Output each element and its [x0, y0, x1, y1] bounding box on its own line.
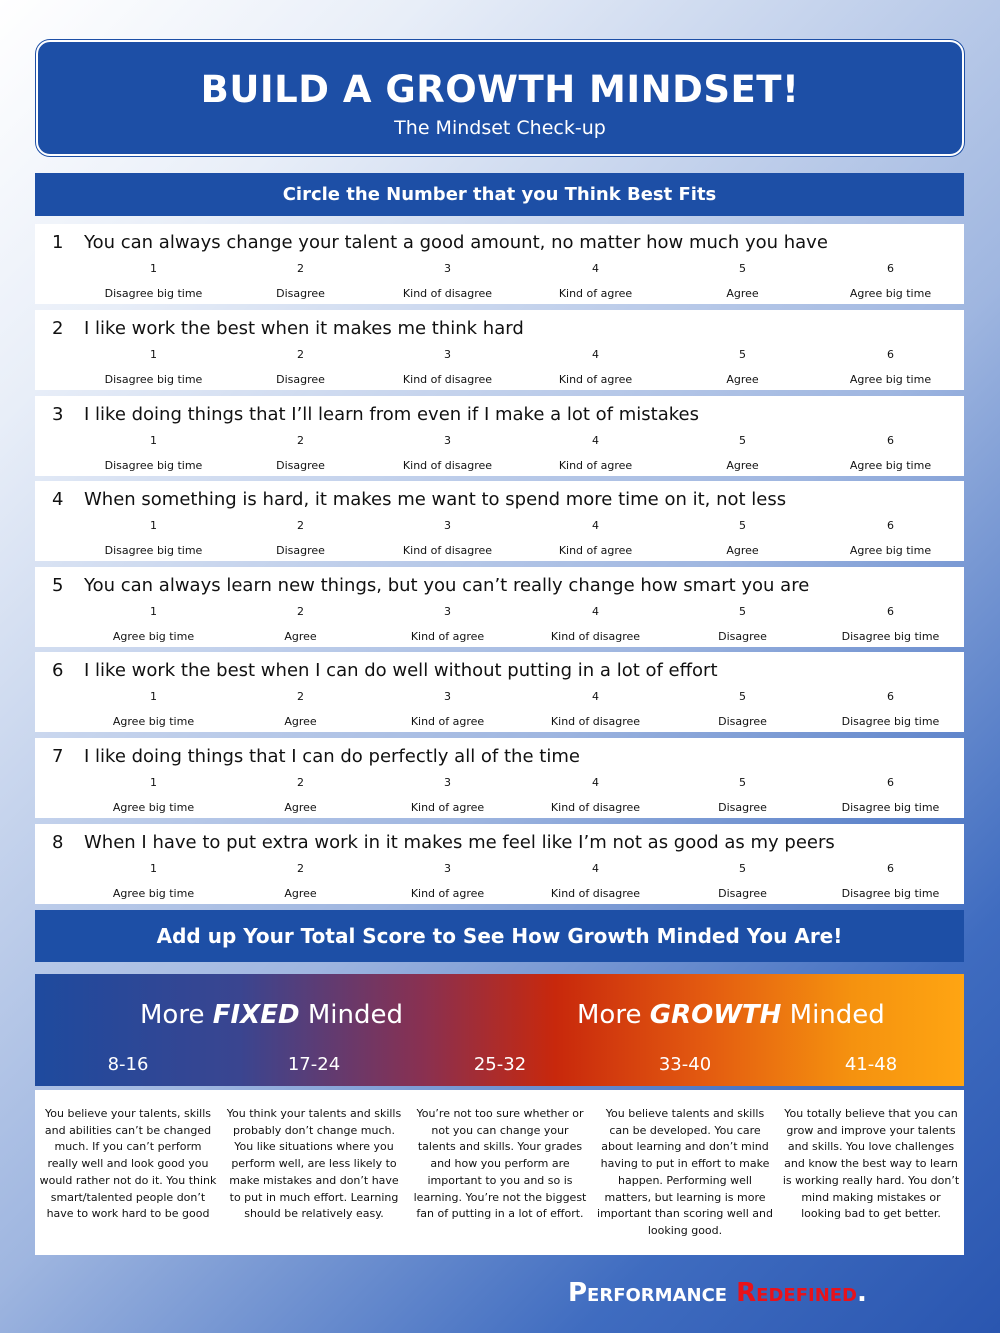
score-range: 17-24 [287, 1054, 341, 1075]
rating-number[interactable]: 1 [150, 348, 157, 361]
rating-label: Kind of agree [558, 544, 633, 557]
rating-number[interactable]: 3 [444, 690, 451, 703]
rating-label: Kind of disagree [550, 887, 641, 900]
description-41-48: You totally believe that you can grow and improve your talents and skills. You love challenges and know the best way to learn is working really hard. You don’t mind making mistakes or looking bad to get better. [782, 1107, 960, 1221]
rating-number[interactable]: 5 [739, 519, 746, 532]
rating-number[interactable]: 6 [887, 690, 894, 703]
rating-number[interactable]: 3 [444, 862, 451, 875]
rating-label: Kind of agree [410, 801, 485, 814]
rating-label: Kind of disagree [550, 630, 641, 643]
fixed-pre: More [140, 1000, 205, 1030]
rating-label: Disagree [718, 887, 767, 900]
question-item [35, 224, 964, 304]
footer-logo [568, 1278, 867, 1308]
rating-number[interactable]: 2 [297, 348, 304, 361]
header-banner [36, 40, 964, 156]
growth-minded-label [577, 1000, 885, 1030]
question-number: 2 [52, 318, 64, 339]
rating-label: Kind of disagree [402, 373, 493, 386]
growth-pre: More [577, 1000, 642, 1030]
rating-number[interactable]: 5 [739, 776, 746, 789]
rating-label: Agree [284, 887, 317, 900]
rating-number[interactable]: 3 [444, 262, 451, 275]
rating-label: Agree [726, 373, 759, 386]
description-17-24: You think your talents and skills probably don’t change much. You like situations where you perform well, are less likely to make mistakes and don’t have to put in much effort. Learning should be relatively easy. [226, 1107, 402, 1221]
question-text: When something is hard, it makes me want to spend more time on it, not less [84, 489, 787, 510]
rating-label: Kind of agree [410, 715, 485, 728]
rating-label: Agree big time [112, 887, 195, 900]
rating-label: Disagree big time [841, 887, 940, 900]
question-text: I like work the best when it makes me think hard [84, 318, 524, 339]
footer-performance: Performance [568, 1278, 737, 1308]
question-text: You can always change your talent a good amount, no matter how much you have [84, 232, 828, 253]
footer-redefined: Redefined [736, 1278, 857, 1308]
rating-number[interactable]: 4 [592, 690, 599, 703]
rating-number[interactable]: 3 [444, 434, 451, 447]
rating-label: Kind of disagree [402, 287, 493, 300]
rating-label: Kind of disagree [550, 715, 641, 728]
score-range: 25-32 [473, 1054, 527, 1075]
rating-label: Agree big time [112, 715, 195, 728]
rating-label: Kind of disagree [402, 459, 493, 472]
rating-number[interactable]: 5 [739, 262, 746, 275]
question-item [35, 567, 964, 647]
rating-label: Kind of disagree [550, 801, 641, 814]
score-range: 8-16 [107, 1054, 149, 1075]
rating-label: Disagree [276, 459, 325, 472]
rating-label: Agree big time [112, 801, 195, 814]
rating-label: Agree big time [849, 287, 932, 300]
page-title: BUILD A GROWTH MINDSET! [200, 68, 800, 111]
question-item [35, 652, 964, 732]
rating-number[interactable]: 3 [444, 776, 451, 789]
rating-number[interactable]: 1 [150, 434, 157, 447]
rating-label: Kind of agree [558, 459, 633, 472]
rating-number[interactable]: 6 [887, 605, 894, 618]
rating-label: Agree big time [849, 459, 932, 472]
question-text: I like doing things that I can do perfectly all of the time [84, 746, 580, 767]
rating-label: Agree [726, 287, 759, 300]
question-item [35, 396, 964, 476]
rating-number[interactable]: 6 [887, 262, 894, 275]
description-8-16: You believe your talents, skills and abilities can’t be changed much. If you can’t perform really well and look good you would rather not do it. You think smart/talented people don’t have to work hard to be good [39, 1107, 217, 1221]
question-number: 5 [52, 575, 64, 596]
rating-number[interactable]: 5 [739, 605, 746, 618]
rating-number[interactable]: 2 [297, 262, 304, 275]
rating-label: Kind of agree [410, 887, 485, 900]
fixed-minded-label [140, 1000, 403, 1030]
rating-number[interactable]: 1 [150, 519, 157, 532]
score-range: 33-40 [658, 1054, 712, 1075]
question-number: 6 [52, 660, 64, 681]
rating-label: Agree [284, 715, 317, 728]
rating-label: Disagree [718, 715, 767, 728]
description-25-32: You’re not too sure whether or not you can change your talents and skills. Your grades and how you perform are important to you and so is learning. You’re not the biggest fan of putting in a lot of effort. [413, 1107, 587, 1221]
rating-label: Disagree [276, 287, 325, 300]
rating-label: Agree [284, 630, 317, 643]
rating-number[interactable]: 6 [887, 348, 894, 361]
rating-number[interactable]: 2 [297, 862, 304, 875]
question-number: 4 [52, 489, 64, 510]
rating-number[interactable]: 5 [739, 434, 746, 447]
question-item [35, 481, 964, 561]
question-text: You can always learn new things, but you can’t really change how smart you are [84, 575, 810, 596]
question-item [35, 310, 964, 390]
rating-label: Agree big time [849, 544, 932, 557]
question-number: 1 [52, 232, 64, 253]
page-subtitle: The Mindset Check-up [394, 117, 606, 139]
rating-number[interactable]: 2 [297, 690, 304, 703]
growth-emph: GROWTH [649, 1000, 782, 1030]
rating-number[interactable]: 3 [444, 348, 451, 361]
rating-number[interactable]: 3 [444, 519, 451, 532]
rating-number[interactable]: 6 [887, 776, 894, 789]
rating-number[interactable]: 4 [592, 605, 599, 618]
question-number: 8 [52, 832, 64, 853]
footer-period: . [857, 1278, 867, 1308]
rating-label: Disagree big time [841, 801, 940, 814]
rating-number[interactable]: 1 [150, 690, 157, 703]
rating-label: Agree [726, 459, 759, 472]
rating-label: Agree [284, 801, 317, 814]
rating-label: Disagree [718, 801, 767, 814]
rating-number[interactable]: 4 [592, 348, 599, 361]
rating-label: Disagree big time [841, 630, 940, 643]
rating-number[interactable]: 1 [150, 862, 157, 875]
score-descriptions [35, 1090, 964, 1255]
rating-label: Disagree [718, 630, 767, 643]
rating-number[interactable]: 4 [592, 519, 599, 532]
rating-number[interactable]: 1 [150, 605, 157, 618]
rating-number[interactable]: 6 [887, 519, 894, 532]
rating-number[interactable]: 1 [150, 262, 157, 275]
description-33-40: You believe talents and skills can be developed. You care about learning and don’t mind having to put in effort to make happen. Performing well matters, but learning is more important than scoring well and looking good. [597, 1107, 773, 1237]
mindset-scale [35, 974, 964, 1086]
instructions-banner: Circle the Number that you Think Best Fits [35, 173, 964, 216]
rating-number[interactable]: 1 [150, 776, 157, 789]
rating-number[interactable]: 5 [739, 862, 746, 875]
rating-label: Disagree [276, 373, 325, 386]
fixed-emph: FIXED [212, 1000, 300, 1030]
question-text: When I have to put extra work in it makes me feel like I’m not as good as my peers [84, 832, 835, 853]
rating-label: Disagree big time [104, 544, 203, 557]
rating-number[interactable]: 5 [739, 348, 746, 361]
rating-number[interactable]: 2 [297, 519, 304, 532]
score-range: 41-48 [844, 1054, 898, 1075]
rating-label: Kind of disagree [402, 544, 493, 557]
question-item [35, 824, 964, 904]
rating-number[interactable]: 5 [739, 690, 746, 703]
rating-label: Disagree big time [841, 715, 940, 728]
rating-label: Disagree big time [104, 287, 203, 300]
question-text: I like doing things that I’ll learn from even if I make a lot of mistakes [84, 404, 699, 425]
rating-number[interactable]: 2 [297, 605, 304, 618]
rating-number[interactable]: 4 [592, 776, 599, 789]
question-number: 7 [52, 746, 64, 767]
rating-number[interactable]: 3 [444, 605, 451, 618]
rating-number[interactable]: 2 [297, 434, 304, 447]
rating-label: Kind of agree [410, 630, 485, 643]
rating-number[interactable]: 6 [887, 434, 894, 447]
rating-number[interactable]: 2 [297, 776, 304, 789]
rating-number[interactable]: 4 [592, 262, 599, 275]
rating-label: Disagree big time [104, 459, 203, 472]
question-item [35, 738, 964, 818]
rating-label: Kind of agree [558, 373, 633, 386]
rating-number[interactable]: 4 [592, 862, 599, 875]
rating-number[interactable]: 6 [887, 862, 894, 875]
question-text: I like work the best when I can do well without putting in a lot of effort [84, 660, 718, 681]
rating-label: Disagree [276, 544, 325, 557]
rating-label: Agree big time [112, 630, 195, 643]
rating-label: Agree big time [849, 373, 932, 386]
total-score-banner: Add up Your Total Score to See How Growth Minded You Are! [35, 910, 964, 962]
rating-number[interactable]: 4 [592, 434, 599, 447]
growth-post: Minded [789, 1000, 885, 1030]
question-number: 3 [52, 404, 64, 425]
fixed-post: Minded [307, 1000, 403, 1030]
rating-label: Agree [726, 544, 759, 557]
rating-label: Kind of agree [558, 287, 633, 300]
rating-label: Disagree big time [104, 373, 203, 386]
